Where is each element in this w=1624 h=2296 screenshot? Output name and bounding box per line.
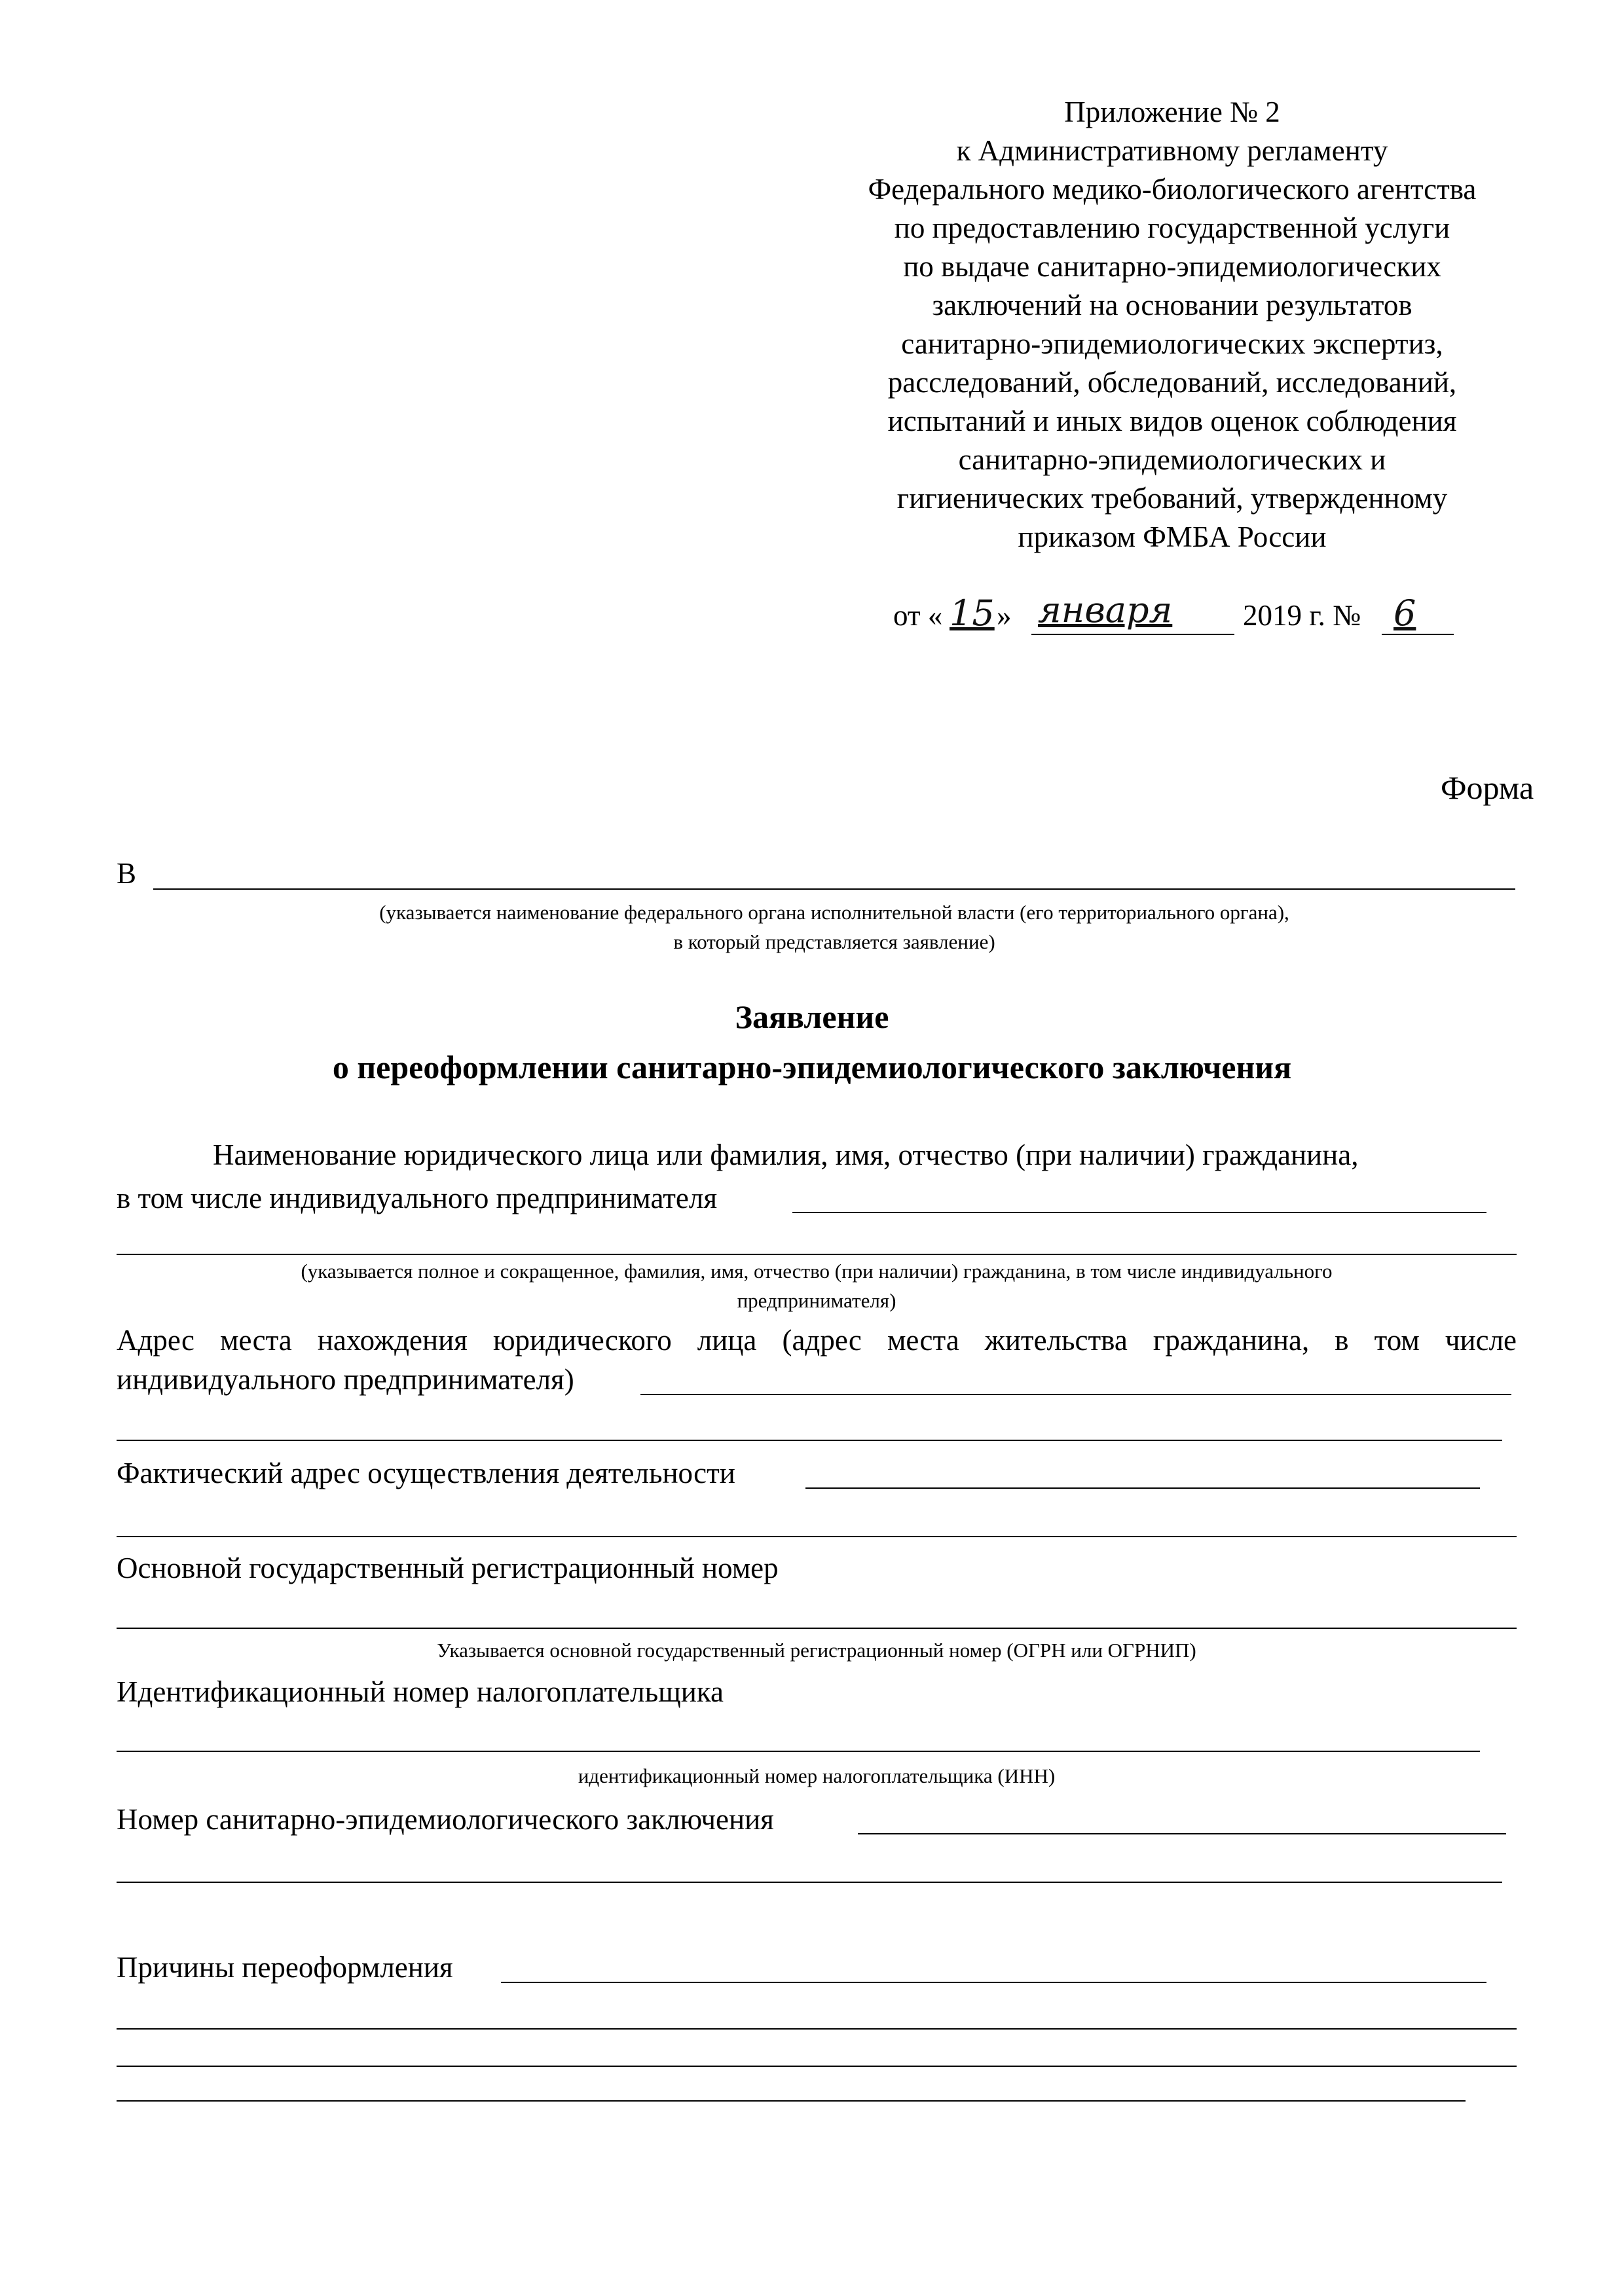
doc-number-line	[1382, 634, 1454, 635]
recipient-hint: (указывается наименование федерального органа исполнительной власти (его территориального органа),	[379, 901, 1289, 924]
inn-field[interactable]	[117, 1751, 1480, 1752]
doc-number-handwritten: 6	[1393, 592, 1416, 634]
header-line: Федерального медико-биологического агентства	[868, 173, 1477, 206]
document-subtitle: о переоформлении санитарно-эпидемиологического заключения	[332, 1049, 1292, 1085]
header-line: санитарно-эпидемиологических экспертиз,	[901, 327, 1443, 360]
header-line: расследований, обследований, исследований,	[887, 366, 1457, 399]
actual-address-field-2[interactable]	[117, 1536, 1517, 1537]
form-label: Форма	[1441, 769, 1534, 806]
reasons-label: Причины переоформления	[117, 1951, 453, 1984]
date-day-handwritten: 15	[950, 592, 995, 634]
header-line: испытаний и иных видов оценок соблюдения	[887, 405, 1457, 437]
date-month-handwritten: января	[1038, 589, 1173, 630]
address-field[interactable]	[640, 1394, 1511, 1395]
header-line: по предоставлению государственной услуги	[894, 211, 1450, 244]
actual-address-label: Фактический адрес осуществления деятельности	[117, 1457, 735, 1489]
inn-label: Идентификационный номер налогоплательщика	[117, 1675, 724, 1708]
reasons-field[interactable]	[501, 1982, 1486, 1983]
conclusion-number-label: Номер санитарно-эпидемиологического заключения	[117, 1803, 774, 1836]
date-prefix: от «	[893, 599, 943, 632]
reasons-field-2[interactable]	[117, 2028, 1517, 2030]
header-line: гигиенических требований, утвержденному	[896, 482, 1448, 515]
reasons-field-4[interactable]	[117, 2100, 1466, 2102]
inn-hint: идентификационный номер налогоплательщика (ИНН)	[578, 1764, 1056, 1787]
header-line: к Административному регламенту	[956, 134, 1388, 167]
ogrn-field[interactable]	[117, 1628, 1517, 1629]
document-title: Заявление	[735, 998, 889, 1035]
date-mid: »	[997, 599, 1012, 632]
applicant-field[interactable]	[792, 1212, 1486, 1213]
header-line: заключений на основании результатов	[932, 289, 1412, 321]
recipient-prefix: В	[117, 857, 137, 890]
actual-address-field[interactable]	[805, 1487, 1480, 1489]
appendix-header	[792, 93, 1552, 556]
date-year: 2019 г. №	[1243, 599, 1361, 632]
applicant-label: Наименование юридического лица или фамилия, имя, отчество (при наличии) гражданина,	[213, 1139, 1359, 1171]
conclusion-number-field[interactable]	[858, 1833, 1506, 1834]
applicant-field-2[interactable]	[117, 1254, 1517, 1255]
address-label-2: индивидуального предпринимателя)	[117, 1363, 574, 1396]
reasons-field-3[interactable]	[117, 2066, 1517, 2067]
applicant-label-2: в том числе индивидуального предпринимателя	[117, 1182, 718, 1214]
applicant-hint: (указывается полное и сокращенное, фамилия, имя, отчество (при наличии) гражданина, в том числе индивидуального	[301, 1260, 1333, 1283]
date-month-line	[1031, 634, 1234, 635]
header-line: по выдаче санитарно-эпидемиологических	[903, 250, 1441, 283]
header-line: Приложение № 2	[1064, 96, 1280, 128]
address-field-2[interactable]	[117, 1440, 1502, 1441]
conclusion-number-field-2[interactable]	[117, 1882, 1502, 1883]
header-line: приказом ФМБА России	[1018, 520, 1327, 553]
address-label: Адрес места нахождения юридического лица (адрес места жительства гражданина, в том числе	[117, 1324, 1517, 1357]
recipient-hint-2: в который представляется заявление)	[673, 930, 995, 953]
ogrn-hint: Указывается основной государственный регистрационный номер (ОГРН или ОГРНИП)	[437, 1639, 1196, 1662]
applicant-hint-2: предпринимателя)	[737, 1289, 896, 1312]
recipient-field[interactable]	[153, 888, 1515, 890]
ogrn-label: Основной государственный регистрационный номер	[117, 1552, 779, 1584]
header-line: санитарно-эпидемиологических и	[958, 443, 1386, 476]
